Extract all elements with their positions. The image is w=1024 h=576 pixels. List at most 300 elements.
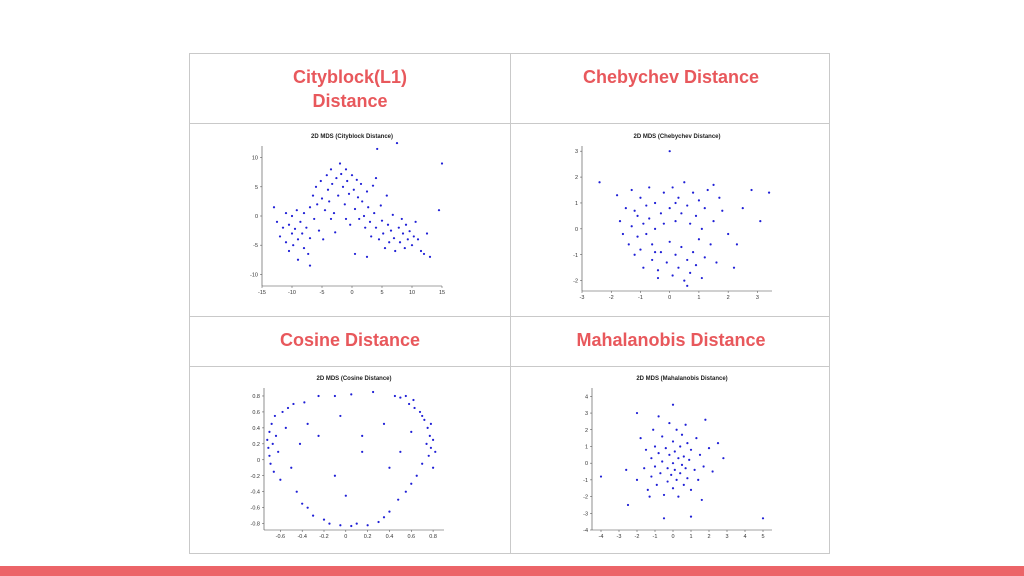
data-point — [342, 186, 344, 188]
data-point — [670, 474, 672, 476]
data-point — [432, 467, 434, 469]
data-point — [367, 206, 369, 208]
data-point — [441, 162, 443, 164]
data-point — [380, 204, 382, 206]
data-point — [303, 401, 305, 403]
header-cosine-label: Cosine Distance — [279, 330, 421, 350]
data-point — [679, 445, 681, 447]
plot-chebychev — [560, 130, 780, 305]
data-point — [307, 253, 309, 255]
data-point — [288, 224, 290, 226]
data-point — [335, 177, 337, 179]
data-point — [669, 150, 671, 152]
data-point — [654, 202, 656, 204]
data-point — [330, 168, 332, 170]
y-tick-label: -5 — [253, 243, 258, 250]
data-point — [285, 241, 287, 243]
data-point — [334, 395, 336, 397]
x-tick-label: 5 — [380, 290, 384, 296]
data-point — [717, 442, 719, 444]
data-point — [398, 227, 400, 229]
y-tick-label: -0.6 — [250, 505, 260, 512]
x-tick-label: 4 — [743, 534, 747, 540]
data-point — [315, 186, 317, 188]
data-point — [419, 411, 421, 413]
y-tick-label: -0.8 — [250, 521, 260, 528]
data-point — [750, 189, 752, 191]
data-point — [323, 519, 325, 521]
scatter-cosine — [242, 372, 452, 544]
data-point — [387, 224, 389, 226]
data-point — [339, 162, 341, 164]
data-point — [372, 185, 374, 187]
data-point — [274, 415, 276, 417]
header-cityblock — [190, 65, 510, 113]
header-cityblock-line1: Cityblock(L1) — [292, 67, 407, 87]
data-point — [680, 212, 682, 214]
x-tick-label: 10 — [408, 290, 416, 296]
data-point — [326, 174, 328, 176]
data-point — [718, 197, 720, 199]
distance-comparison-table — [189, 53, 830, 554]
data-point — [287, 407, 289, 409]
data-point — [312, 515, 314, 517]
row-divider — [190, 123, 829, 124]
data-point — [438, 209, 440, 211]
data-point — [303, 212, 305, 214]
data-point — [350, 525, 352, 527]
data-point — [366, 256, 368, 258]
data-point — [383, 423, 385, 425]
data-point — [307, 423, 309, 425]
data-point — [372, 391, 374, 393]
y-tick-label: 0 — [574, 226, 578, 233]
x-tick-label: 1 — [697, 295, 701, 301]
data-point — [354, 208, 356, 210]
plot-cityblock — [240, 130, 450, 300]
header-mahalanobis — [511, 328, 831, 352]
data-point — [399, 241, 401, 243]
data-point — [685, 424, 687, 426]
data-point — [661, 435, 663, 437]
data-point — [429, 256, 431, 258]
data-point — [686, 477, 688, 479]
data-point — [715, 261, 717, 263]
data-point — [393, 237, 395, 239]
chart-title: 2D MDS (Chebychev Distance) — [633, 134, 721, 140]
data-point — [397, 499, 399, 501]
data-point — [666, 261, 668, 263]
data-point — [291, 232, 293, 234]
data-point — [417, 238, 419, 240]
data-point — [384, 247, 386, 249]
data-point — [376, 148, 378, 150]
data-point — [658, 415, 660, 417]
data-point — [375, 227, 377, 229]
data-point — [337, 194, 339, 196]
data-point — [275, 435, 277, 437]
data-point — [271, 423, 273, 425]
data-point — [645, 233, 647, 235]
data-point — [413, 407, 415, 409]
data-point — [292, 244, 294, 246]
data-point — [390, 229, 392, 231]
row-divider — [190, 316, 829, 317]
data-point — [639, 197, 641, 199]
data-point — [349, 224, 351, 226]
data-point — [388, 467, 390, 469]
data-point — [340, 173, 342, 175]
data-point — [388, 241, 390, 243]
data-point — [369, 221, 371, 223]
data-point — [631, 189, 633, 191]
data-point — [383, 516, 385, 518]
data-point — [268, 431, 270, 433]
data-point — [704, 419, 706, 421]
y-tick-label: 10 — [251, 155, 258, 162]
y-tick-label: 0.6 — [252, 409, 260, 416]
data-point — [364, 227, 366, 229]
data-point — [285, 427, 287, 429]
data-point — [676, 479, 678, 481]
data-point — [647, 489, 649, 491]
data-point — [339, 524, 341, 526]
data-point — [658, 452, 660, 454]
data-point — [710, 243, 712, 245]
data-point — [334, 475, 336, 477]
x-tick-label: 0.8 — [429, 534, 437, 540]
data-point — [415, 221, 417, 223]
data-point — [657, 277, 659, 279]
y-tick-label: 0 — [584, 461, 588, 468]
data-point — [294, 228, 296, 230]
data-point — [628, 243, 630, 245]
data-point — [695, 264, 697, 266]
data-point — [712, 220, 714, 222]
y-tick-label: 0.8 — [252, 393, 260, 400]
data-point — [634, 210, 636, 212]
y-tick-label: 0 — [256, 457, 260, 464]
data-point — [331, 183, 333, 185]
data-point — [651, 243, 653, 245]
data-point — [695, 215, 697, 217]
data-point — [708, 447, 710, 449]
data-point — [301, 503, 303, 505]
data-point — [412, 399, 414, 401]
data-point — [407, 238, 409, 240]
data-point — [432, 439, 434, 441]
data-point — [680, 246, 682, 248]
data-point — [285, 212, 287, 214]
data-point — [377, 521, 379, 523]
data-point — [650, 475, 652, 477]
data-point — [681, 434, 683, 436]
data-point — [651, 259, 653, 261]
data-point — [396, 142, 398, 144]
data-point — [427, 427, 429, 429]
data-point — [409, 230, 411, 232]
data-point — [370, 235, 372, 237]
data-point — [321, 197, 323, 199]
data-point — [701, 228, 703, 230]
data-point — [685, 467, 687, 469]
data-point — [303, 247, 305, 249]
x-tick-label: -2 — [608, 295, 614, 301]
data-point — [762, 517, 764, 519]
data-point — [686, 259, 688, 261]
data-point — [351, 174, 353, 176]
data-point — [690, 449, 692, 451]
y-tick-label: 1 — [584, 444, 588, 451]
data-point — [631, 225, 633, 227]
y-tick-label: 4 — [584, 394, 588, 401]
data-point — [636, 236, 638, 238]
data-point — [663, 223, 665, 225]
data-point — [345, 495, 347, 497]
data-point — [322, 238, 324, 240]
data-point — [698, 199, 700, 201]
data-point — [625, 469, 627, 471]
data-point — [328, 200, 330, 202]
data-point — [307, 507, 309, 509]
data-point — [712, 184, 714, 186]
data-point — [360, 183, 362, 185]
data-point — [339, 415, 341, 417]
data-point — [674, 450, 676, 452]
data-point — [669, 241, 671, 243]
data-point — [721, 210, 723, 212]
data-point — [663, 517, 665, 519]
data-point — [399, 451, 401, 453]
data-point — [394, 250, 396, 252]
data-point — [674, 220, 676, 222]
data-point — [645, 204, 647, 206]
x-tick-label: -4 — [598, 534, 604, 540]
data-point — [704, 256, 706, 258]
x-tick-label: -2 — [634, 534, 640, 540]
data-point — [273, 471, 275, 473]
data-point — [598, 181, 600, 183]
data-point — [677, 197, 679, 199]
data-point — [361, 451, 363, 453]
scatter-cityblock — [240, 130, 450, 300]
y-tick-label: 0 — [254, 214, 258, 220]
data-point — [430, 447, 432, 449]
y-tick-label: -0.2 — [250, 473, 260, 480]
data-point — [434, 451, 436, 453]
data-point — [317, 395, 319, 397]
y-tick-label: -0.4 — [250, 489, 260, 496]
data-point — [686, 204, 688, 206]
data-point — [344, 203, 346, 205]
data-point — [330, 218, 332, 220]
data-point — [692, 192, 694, 194]
y-tick-label: 0.2 — [252, 441, 260, 448]
footer-accent-bar — [0, 566, 1024, 576]
data-point — [699, 454, 701, 456]
data-point — [356, 523, 358, 525]
data-point — [309, 237, 311, 239]
x-tick-label: 2 — [726, 295, 730, 301]
data-point — [674, 469, 676, 471]
data-point — [669, 207, 671, 209]
data-point — [660, 212, 662, 214]
data-point — [622, 233, 624, 235]
data-point — [288, 250, 290, 252]
data-point — [421, 415, 423, 417]
header-cityblock-line2: Distance — [312, 91, 388, 111]
data-point — [683, 181, 685, 183]
x-tick-label: 0.2 — [363, 534, 372, 540]
data-point — [402, 232, 404, 234]
data-point — [634, 254, 636, 256]
data-point — [701, 277, 703, 279]
x-tick-label: 0 — [671, 534, 675, 540]
data-point — [291, 215, 293, 217]
data-point — [273, 206, 275, 208]
x-tick-label: 1 — [689, 534, 693, 540]
data-point — [327, 189, 329, 191]
data-point — [643, 467, 645, 469]
data-point — [648, 186, 650, 188]
y-tick-label: 3 — [584, 411, 588, 418]
data-point — [676, 429, 678, 431]
chart-title: 2D MDS (Cosine Distance) — [316, 376, 392, 382]
x-tick-label: 2 — [707, 534, 711, 540]
data-point — [652, 429, 654, 431]
x-tick-label: 0 — [344, 534, 348, 540]
data-point — [416, 475, 418, 477]
header-chebychev-label: Chebychev Distance — [582, 67, 760, 87]
data-point — [600, 475, 602, 477]
y-tick-label: -3 — [583, 511, 588, 518]
data-point — [353, 189, 355, 191]
y-tick-label: -2 — [573, 278, 578, 285]
x-tick-label: 3 — [755, 295, 759, 301]
data-point — [382, 232, 384, 234]
data-point — [663, 192, 665, 194]
x-tick-label: -0.6 — [275, 534, 286, 540]
data-point — [690, 516, 692, 518]
data-point — [712, 470, 714, 472]
data-point — [661, 460, 663, 462]
data-point — [627, 504, 629, 506]
data-point — [429, 435, 431, 437]
x-tick-label: -0.2 — [319, 534, 329, 540]
x-tick-label: -10 — [288, 290, 296, 296]
data-point — [318, 229, 320, 231]
data-point — [348, 193, 350, 195]
data-point — [674, 254, 676, 256]
data-point — [654, 228, 656, 230]
data-point — [350, 393, 352, 395]
data-point — [399, 396, 401, 398]
data-point — [668, 422, 670, 424]
data-point — [297, 259, 299, 261]
scatter-chebychev — [560, 130, 780, 305]
chart-title: 2D MDS (Cityblock Distance) — [310, 134, 394, 140]
data-point — [642, 223, 644, 225]
row-divider — [190, 366, 829, 367]
x-tick-label: 0 — [668, 295, 672, 301]
y-tick-label: 3 — [574, 149, 578, 156]
data-point — [636, 215, 638, 217]
data-point — [645, 449, 647, 451]
data-point — [279, 479, 281, 481]
data-point — [404, 247, 406, 249]
data-point — [401, 218, 403, 220]
data-point — [657, 269, 659, 271]
data-point — [299, 443, 301, 445]
y-tick-label: -10 — [250, 272, 258, 279]
data-point — [312, 194, 314, 196]
data-point — [316, 203, 318, 205]
y-tick-label: 2 — [574, 175, 578, 182]
data-point — [266, 439, 268, 441]
data-point — [683, 484, 685, 486]
data-point — [313, 218, 315, 220]
x-tick-label: -3 — [579, 295, 585, 301]
data-point — [301, 232, 303, 234]
x-tick-label: 15 — [438, 290, 446, 296]
data-point — [636, 412, 638, 414]
data-point — [392, 214, 394, 216]
data-point — [654, 465, 656, 467]
data-point — [727, 233, 729, 235]
data-point — [679, 472, 681, 474]
data-point — [428, 455, 430, 457]
data-point — [663, 494, 665, 496]
data-point — [667, 480, 669, 482]
data-point — [707, 189, 709, 191]
data-point — [688, 459, 690, 461]
data-point — [297, 238, 299, 240]
data-point — [281, 411, 283, 413]
x-tick-label: 0.6 — [407, 534, 416, 540]
data-point — [654, 445, 656, 447]
data-point — [694, 469, 696, 471]
data-point — [356, 179, 358, 181]
data-point — [659, 472, 661, 474]
data-point — [665, 447, 667, 449]
data-point — [672, 487, 674, 489]
column-divider — [510, 54, 511, 553]
data-point — [405, 224, 407, 226]
data-point — [639, 248, 641, 250]
data-point — [345, 168, 347, 170]
plot-mahalanobis — [570, 372, 780, 544]
data-point — [413, 235, 415, 237]
header-mahalanobis-label: Mahalanobis Distance — [576, 330, 766, 350]
data-point — [426, 232, 428, 234]
header-chebychev — [511, 65, 831, 89]
data-point — [296, 491, 298, 493]
data-point — [267, 447, 269, 449]
data-point — [742, 207, 744, 209]
data-point — [642, 267, 644, 269]
data-point — [328, 523, 330, 525]
data-point — [317, 435, 319, 437]
data-point — [672, 186, 674, 188]
data-point — [299, 221, 301, 223]
chart-title: 2D MDS (Mahalanobis Distance) — [636, 376, 728, 382]
data-point — [405, 395, 407, 397]
y-tick-label: -1 — [583, 477, 588, 484]
data-point — [366, 190, 368, 192]
x-tick-label: 3 — [725, 534, 729, 540]
data-point — [733, 267, 735, 269]
data-point — [333, 212, 335, 214]
